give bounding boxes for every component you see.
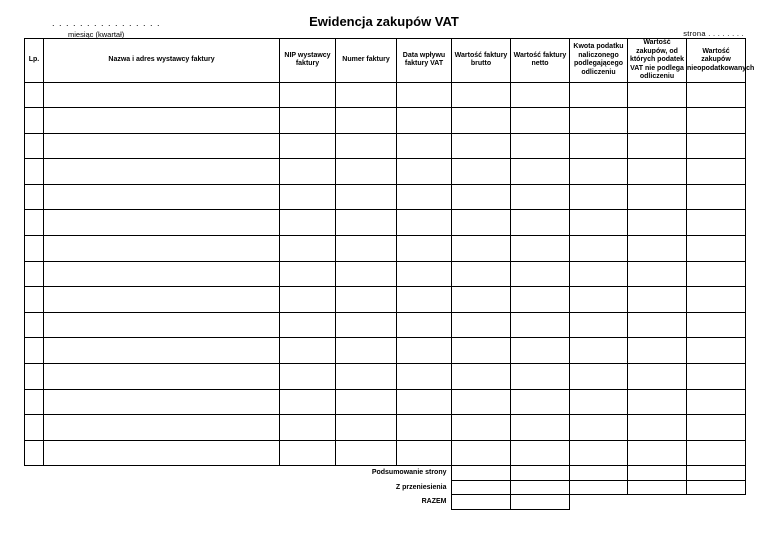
column-header-nip: NIP wystawcy faktury — [280, 39, 336, 83]
table-cell[interactable] — [44, 261, 280, 287]
table-cell[interactable] — [336, 364, 397, 390]
table-cell[interactable] — [280, 108, 336, 134]
table-cell[interactable] — [511, 338, 570, 364]
table-row — [25, 440, 746, 466]
table-cell[interactable] — [452, 210, 511, 236]
table-cell[interactable] — [397, 236, 452, 262]
table-cell[interactable] — [452, 389, 511, 415]
table-cell[interactable] — [44, 312, 280, 338]
summary-row-total — [24, 495, 745, 510]
table-cell[interactable] — [44, 338, 280, 364]
table-cell[interactable] — [397, 82, 452, 108]
table-cell[interactable] — [570, 261, 628, 287]
table-cell[interactable] — [44, 184, 280, 210]
table-cell[interactable] — [511, 312, 570, 338]
summary-cell[interactable] — [451, 466, 510, 481]
table-cell[interactable] — [452, 287, 511, 313]
table-cell[interactable] — [44, 133, 280, 159]
table-cell[interactable] — [336, 389, 397, 415]
summary-cell[interactable] — [510, 466, 569, 481]
table-cell[interactable] — [25, 312, 44, 338]
table-cell[interactable] — [336, 415, 397, 441]
summary-label-page: Podsumowanie strony — [371, 469, 447, 477]
header-row — [25, 39, 746, 83]
table-cell[interactable] — [628, 82, 687, 108]
summary-row-page — [24, 466, 745, 481]
table-cell[interactable] — [336, 210, 397, 236]
table-row — [25, 389, 746, 415]
table-cell[interactable] — [687, 415, 746, 441]
column-header-net: Wartość faktury netto — [511, 39, 570, 83]
table-cell[interactable] — [44, 415, 280, 441]
table-cell[interactable] — [336, 108, 397, 134]
table-cell[interactable] — [397, 312, 452, 338]
table-cell[interactable] — [280, 389, 336, 415]
table-cell[interactable] — [570, 440, 628, 466]
month-dots: . . . . . . . . . . . . . . . . — [52, 18, 161, 28]
page-number-label: strona . . . . . . . . — [683, 29, 744, 38]
table-cell[interactable] — [397, 133, 452, 159]
table-cell[interactable] — [628, 312, 687, 338]
month-label: miesiąc (kwartał) — [68, 30, 125, 39]
table-cell[interactable] — [628, 236, 687, 262]
table-cell[interactable] — [452, 440, 511, 466]
table-row — [25, 82, 746, 108]
table-cell[interactable] — [397, 364, 452, 390]
summary-cell[interactable] — [569, 480, 627, 495]
table-cell[interactable] — [25, 82, 44, 108]
table-cell[interactable] — [570, 133, 628, 159]
table-cell[interactable] — [280, 287, 336, 313]
column-header-gross: Wartość faktury brutto — [452, 39, 511, 83]
table-row — [25, 415, 746, 441]
table-cell[interactable] — [25, 108, 44, 134]
table-cell[interactable] — [628, 133, 687, 159]
table-cell[interactable] — [452, 415, 511, 441]
column-header-lp: Lp. — [25, 39, 44, 83]
table-row — [25, 184, 746, 210]
table-cell[interactable] — [452, 261, 511, 287]
table-cell[interactable] — [44, 389, 280, 415]
table-cell[interactable] — [687, 287, 746, 313]
table-cell[interactable] — [687, 389, 746, 415]
page-title: Ewidencja zakupów VAT — [309, 14, 459, 29]
table-cell[interactable] — [44, 364, 280, 390]
table-cell[interactable] — [511, 364, 570, 390]
summary-cell[interactable] — [451, 495, 510, 510]
table-cell[interactable] — [25, 415, 44, 441]
summary-label-total: RAZEM — [421, 498, 447, 506]
table-cell[interactable] — [397, 389, 452, 415]
summary-cell[interactable] — [627, 480, 686, 495]
table-cell[interactable] — [628, 108, 687, 134]
table-cell[interactable] — [25, 338, 44, 364]
table-row — [25, 312, 746, 338]
table-cell[interactable] — [452, 236, 511, 262]
table-cell[interactable] — [570, 338, 628, 364]
table-cell[interactable] — [397, 338, 452, 364]
table-cell[interactable] — [280, 159, 336, 185]
table-cell[interactable] — [628, 184, 687, 210]
table-cell[interactable] — [628, 210, 687, 236]
table-cell[interactable] — [570, 312, 628, 338]
summary-cell[interactable] — [510, 480, 569, 495]
table-cell[interactable] — [397, 440, 452, 466]
table-cell[interactable] — [452, 338, 511, 364]
table-cell[interactable] — [452, 159, 511, 185]
table-cell[interactable] — [511, 389, 570, 415]
table-row — [25, 108, 746, 134]
table-cell[interactable] — [397, 210, 452, 236]
summary-blank — [627, 495, 686, 510]
table-cell[interactable] — [687, 184, 746, 210]
table-cell[interactable] — [511, 82, 570, 108]
summary-blank — [686, 495, 745, 510]
table-cell[interactable] — [336, 133, 397, 159]
table-cell[interactable] — [336, 261, 397, 287]
table-cell[interactable] — [452, 82, 511, 108]
table-cell[interactable] — [687, 236, 746, 262]
table-cell[interactable] — [687, 159, 746, 185]
table-cell[interactable] — [44, 108, 280, 134]
table-cell[interactable] — [336, 184, 397, 210]
table-cell[interactable] — [570, 236, 628, 262]
table-cell[interactable] — [280, 236, 336, 262]
table-row — [25, 338, 746, 364]
summary-cell[interactable] — [686, 480, 745, 495]
table-cell[interactable] — [336, 440, 397, 466]
table-cell[interactable] — [511, 133, 570, 159]
summary-row-carried — [24, 480, 745, 495]
table-cell[interactable] — [336, 159, 397, 185]
table-cell[interactable] — [570, 108, 628, 134]
table-cell[interactable] — [25, 133, 44, 159]
table-cell[interactable] — [280, 261, 336, 287]
table-cell[interactable] — [397, 287, 452, 313]
table-cell[interactable] — [628, 159, 687, 185]
column-header-invoice-number: Numer faktury — [336, 39, 397, 83]
table-cell[interactable] — [397, 108, 452, 134]
table-cell[interactable] — [570, 364, 628, 390]
table-cell[interactable] — [511, 287, 570, 313]
table-cell[interactable] — [336, 338, 397, 364]
table-cell[interactable] — [280, 312, 336, 338]
table-cell[interactable] — [25, 440, 44, 466]
column-header-deductible-tax: Kwota podatku naliczonego podlegającego odliczeniu — [570, 39, 628, 83]
summary-cell[interactable] — [569, 466, 627, 481]
table-cell[interactable] — [25, 261, 44, 287]
table-cell[interactable] — [511, 210, 570, 236]
table-cell[interactable] — [44, 440, 280, 466]
table-cell[interactable] — [280, 364, 336, 390]
table-cell[interactable] — [687, 133, 746, 159]
table-cell[interactable] — [687, 261, 746, 287]
table-cell[interactable] — [280, 338, 336, 364]
table-cell[interactable] — [452, 184, 511, 210]
table-cell[interactable] — [570, 210, 628, 236]
table-cell[interactable] — [628, 389, 687, 415]
table-cell[interactable] — [628, 261, 687, 287]
table-row — [25, 236, 746, 262]
table-cell[interactable] — [452, 364, 511, 390]
table-cell[interactable] — [687, 440, 746, 466]
table-cell[interactable] — [25, 364, 44, 390]
table-cell[interactable] — [44, 159, 280, 185]
table-cell[interactable] — [511, 184, 570, 210]
table-cell[interactable] — [280, 82, 336, 108]
table-row — [25, 287, 746, 313]
table-cell[interactable] — [44, 236, 280, 262]
table-cell[interactable] — [25, 389, 44, 415]
table-cell[interactable] — [452, 108, 511, 134]
table-cell[interactable] — [687, 210, 746, 236]
table-cell[interactable] — [397, 184, 452, 210]
table-row — [25, 159, 746, 185]
table-cell[interactable] — [452, 133, 511, 159]
table-row — [25, 133, 746, 159]
table-cell[interactable] — [687, 82, 746, 108]
table-cell[interactable] — [44, 287, 280, 313]
summary-cell[interactable] — [451, 480, 510, 495]
table-cell[interactable] — [336, 312, 397, 338]
table-cell[interactable] — [570, 159, 628, 185]
table-cell[interactable] — [280, 440, 336, 466]
table-cell[interactable] — [570, 184, 628, 210]
table-cell[interactable] — [25, 236, 44, 262]
summary-label-carried: Z przeniesienia — [395, 483, 447, 491]
column-header-name: Nazwa i adres wystawcy faktury — [44, 39, 280, 83]
table-cell[interactable] — [628, 287, 687, 313]
table-cell[interactable] — [570, 82, 628, 108]
table-cell[interactable] — [511, 159, 570, 185]
table-cell[interactable] — [687, 108, 746, 134]
table-cell[interactable] — [570, 415, 628, 441]
table-cell[interactable] — [44, 82, 280, 108]
table-cell[interactable] — [687, 312, 746, 338]
column-header-non-deductible: Wartość zakupów, od których podatek VAT nie podlega odliczeniu — [628, 39, 687, 83]
table-cell[interactable] — [25, 159, 44, 185]
table-cell[interactable] — [397, 261, 452, 287]
summary-cell[interactable] — [510, 495, 569, 510]
table-cell[interactable] — [25, 287, 44, 313]
summary-blank — [569, 495, 627, 510]
table-cell[interactable] — [628, 338, 687, 364]
table-cell[interactable] — [280, 210, 336, 236]
table-cell[interactable] — [570, 287, 628, 313]
table-cell[interactable] — [511, 261, 570, 287]
table-cell[interactable] — [628, 364, 687, 390]
table-row — [25, 261, 746, 287]
table-cell[interactable] — [511, 440, 570, 466]
summary-cell[interactable] — [686, 466, 745, 481]
table-cell[interactable] — [25, 210, 44, 236]
table-cell[interactable] — [280, 184, 336, 210]
table-cell[interactable] — [452, 312, 511, 338]
purchase-register-table — [24, 38, 755, 466]
table-cell[interactable] — [336, 82, 397, 108]
table-cell[interactable] — [280, 415, 336, 441]
table-cell[interactable] — [511, 415, 570, 441]
table-cell[interactable] — [570, 389, 628, 415]
table-cell[interactable] — [397, 415, 452, 441]
table-cell[interactable] — [687, 338, 746, 364]
table-cell[interactable] — [511, 236, 570, 262]
table-cell[interactable] — [628, 440, 687, 466]
table-cell[interactable] — [44, 210, 280, 236]
table-cell[interactable] — [511, 108, 570, 134]
table-cell[interactable] — [336, 236, 397, 262]
table-row — [25, 364, 746, 390]
table-cell[interactable] — [628, 415, 687, 441]
column-header-untaxed: Wartość zakupów nieopodatkowanych — [687, 39, 746, 83]
table-row — [25, 210, 746, 236]
summary-cell[interactable] — [627, 466, 686, 481]
column-header-receipt-date: Data wpływu faktury VAT — [397, 39, 452, 83]
table-cell[interactable] — [280, 133, 336, 159]
table-cell[interactable] — [687, 364, 746, 390]
summary-table — [24, 465, 746, 510]
table-cell[interactable] — [25, 184, 44, 210]
table-cell[interactable] — [397, 159, 452, 185]
table-cell[interactable] — [336, 287, 397, 313]
